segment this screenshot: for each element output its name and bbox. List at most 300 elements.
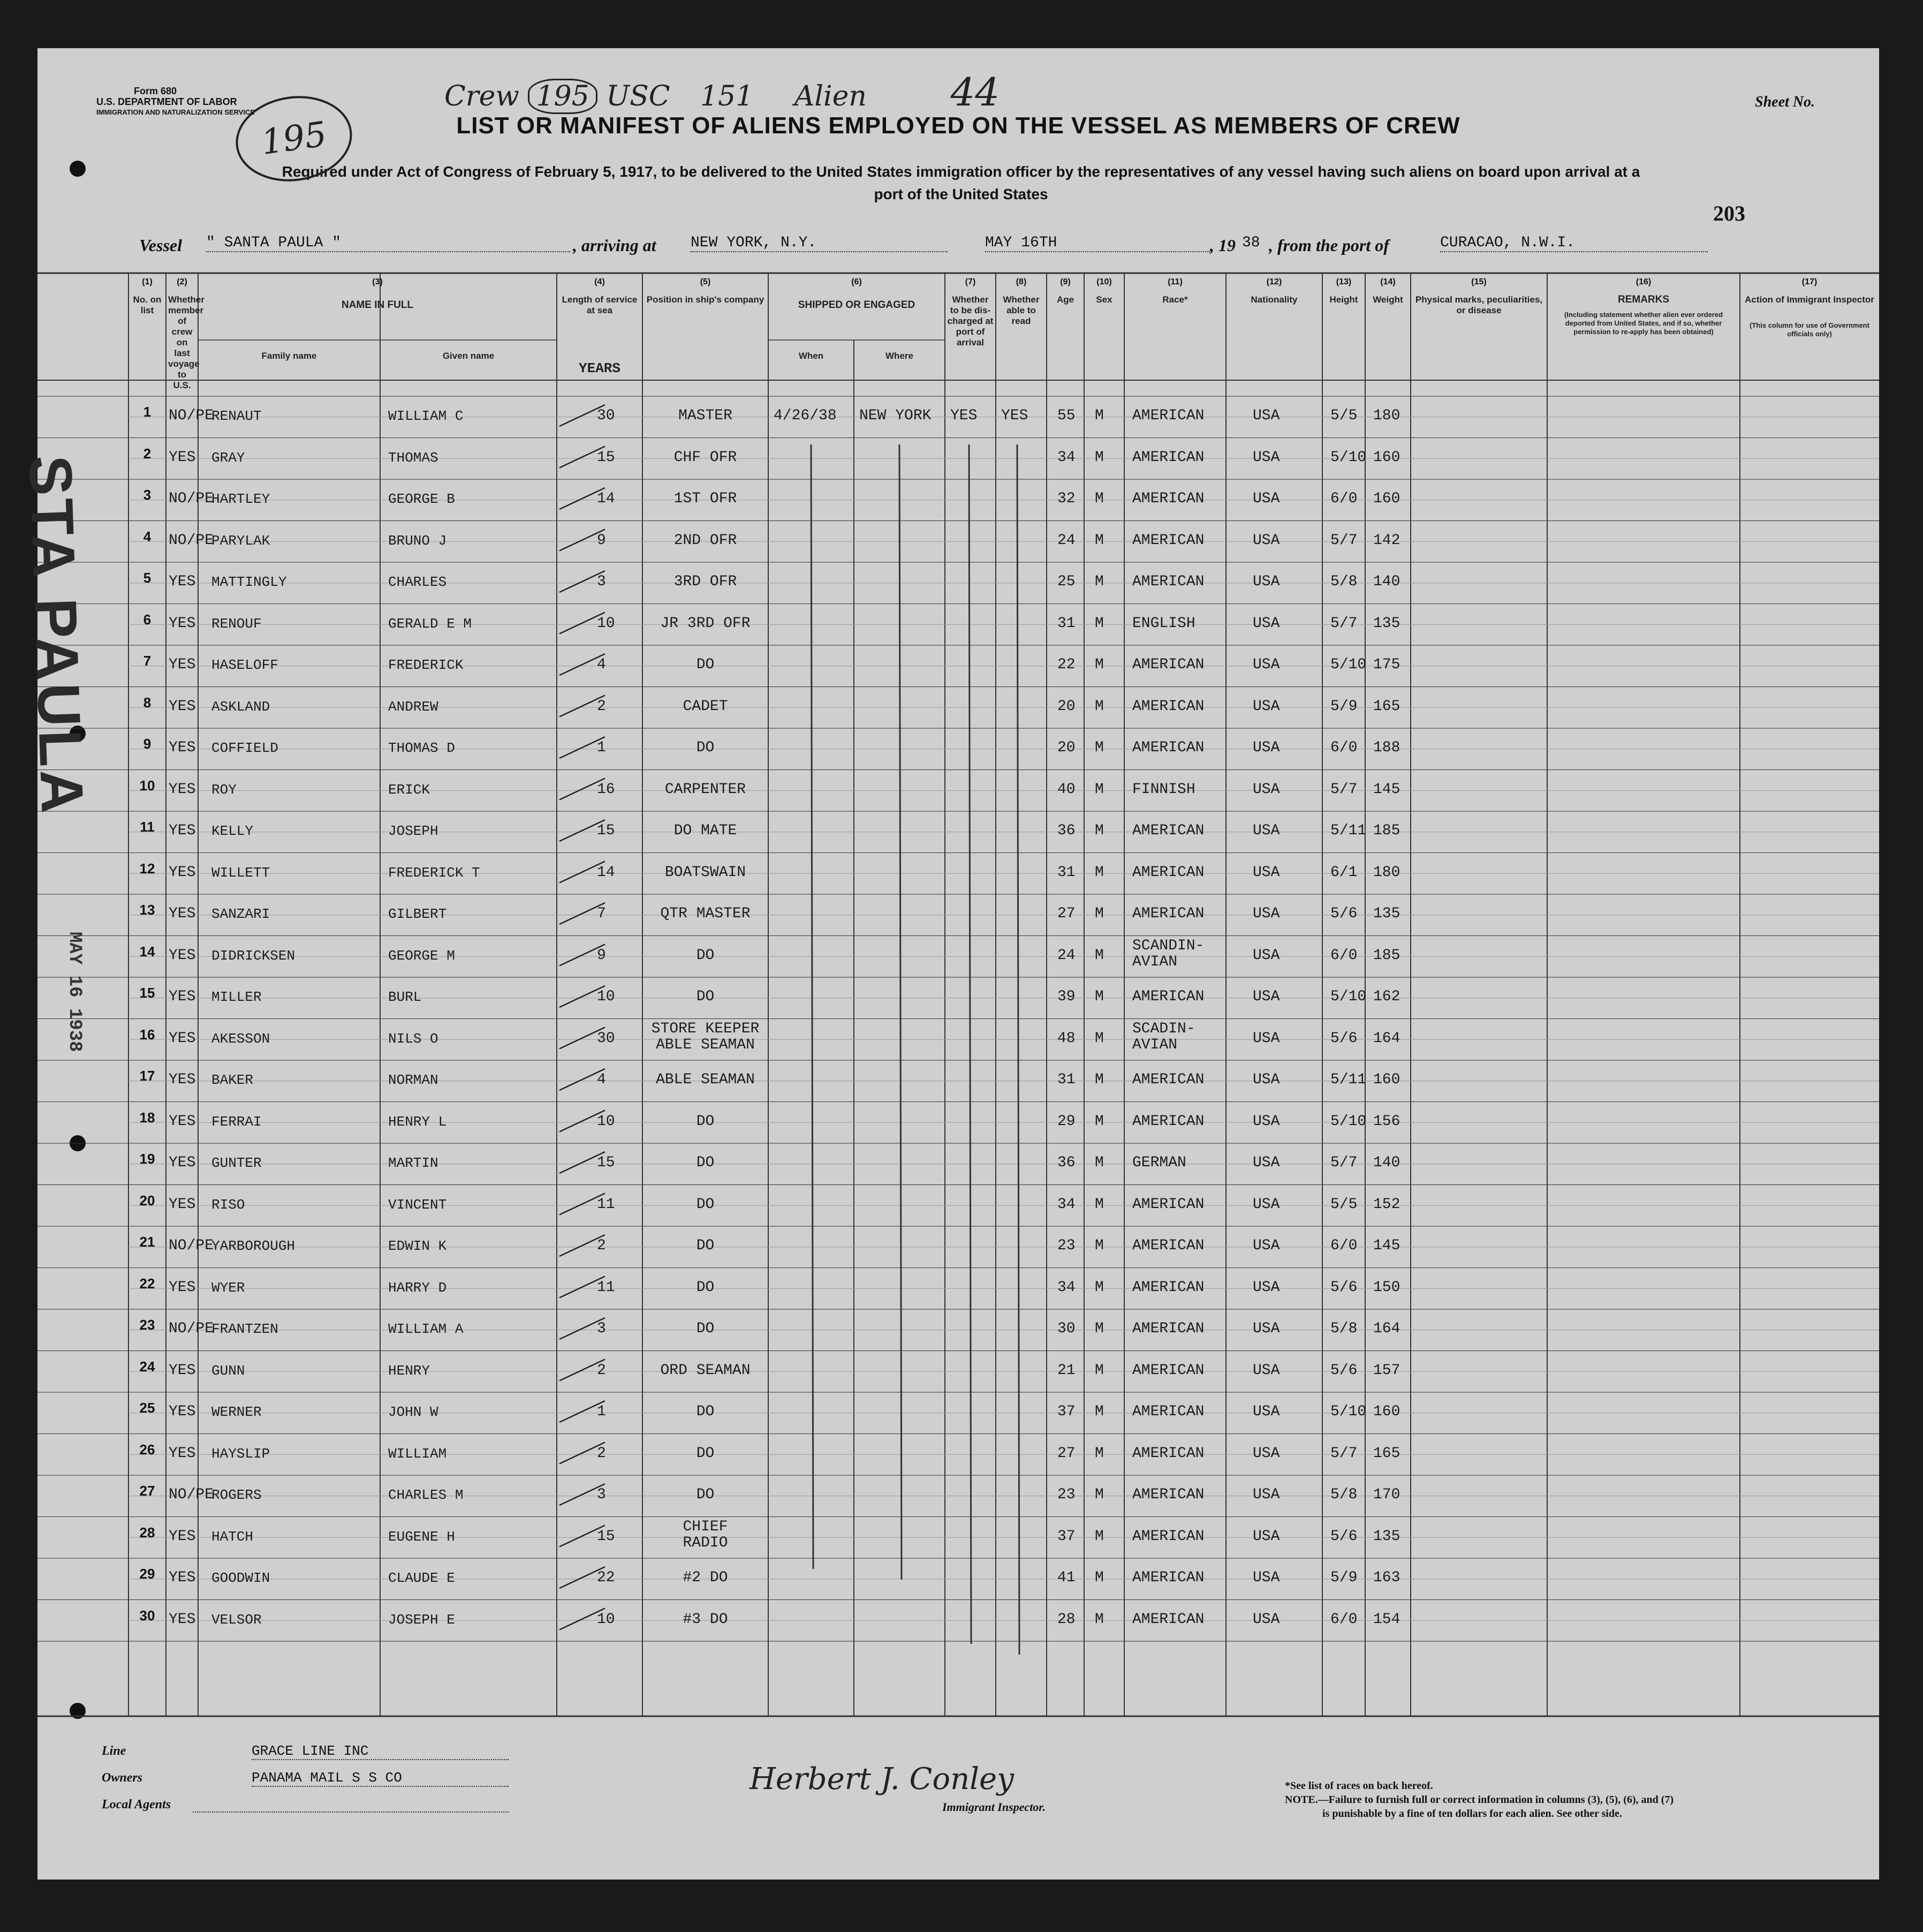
cell-height: 5/10 [1330, 449, 1367, 466]
usc-count: 151 [700, 80, 754, 112]
cell-race: AMERICAN [1132, 1611, 1205, 1628]
cell-height: 5/6 [1330, 1279, 1358, 1296]
cell-given: BRUNO J [388, 532, 447, 549]
cell-last: YES [169, 1154, 196, 1171]
cell-weight: 135 [1373, 1528, 1400, 1545]
cell-age: 27 [1057, 1445, 1076, 1462]
cell-nationality: USA [1253, 988, 1280, 1005]
cell-family: HASELOFF [211, 657, 278, 673]
cell-age: 29 [1057, 1113, 1076, 1130]
cell-weight: 156 [1373, 1113, 1400, 1130]
cell-position: #3 DO [683, 1611, 728, 1628]
cell-height: 5/6 [1330, 1528, 1358, 1545]
cell-sex: M [1095, 1528, 1104, 1545]
column-number: (2) [177, 277, 187, 286]
column-subheader: Given name [442, 351, 495, 361]
cell-sex: M [1095, 905, 1104, 922]
row-number: 11 [140, 819, 155, 835]
cell-race-line2: AVIAN [1132, 1036, 1178, 1053]
cell-weight: 185 [1373, 947, 1400, 964]
cell-family: SANZARI [211, 906, 270, 922]
arrival-year: 38 [1242, 235, 1260, 251]
races-note: *See list of races on back hereof. [1285, 1780, 1433, 1792]
cell-weight: 157 [1373, 1362, 1400, 1379]
cell-age: 23 [1057, 1237, 1076, 1254]
cell-nationality: USA [1253, 1528, 1280, 1545]
cell-weight: 154 [1373, 1611, 1400, 1628]
years-label: YEARS [578, 360, 620, 376]
row-number: 8 [143, 694, 152, 711]
cell-sex: M [1095, 739, 1104, 756]
cell-weight: 140 [1373, 573, 1400, 590]
cell-age: 31 [1057, 1071, 1076, 1088]
cell-age: 41 [1057, 1569, 1076, 1586]
cell-height: 5/5 [1330, 407, 1358, 424]
cell-last: YES [169, 449, 196, 466]
column-header: Whether able to read [1003, 295, 1040, 326]
cell-weight: 145 [1373, 1237, 1400, 1254]
cell-nationality: USA [1253, 1237, 1280, 1254]
cell-age: 37 [1057, 1403, 1076, 1420]
cell-height: 5/9 [1330, 1569, 1358, 1586]
cell-age: 36 [1057, 822, 1076, 839]
cell-weight: 165 [1373, 1445, 1400, 1462]
column-number: (15) [1471, 277, 1487, 286]
cell-nationality: USA [1253, 1113, 1280, 1130]
row-number: 17 [139, 1068, 155, 1084]
cell-last: YES [169, 1071, 196, 1088]
cell-family: HAYSLIP [211, 1445, 270, 1462]
column-number: (14) [1380, 277, 1396, 286]
cell-family: MILLER [211, 989, 262, 1005]
cell-height: 6/1 [1330, 864, 1358, 881]
cell-nationality: USA [1253, 739, 1280, 756]
cell-family: KELLY [211, 823, 254, 839]
cell-family: ASKLAND [211, 698, 270, 715]
cell-age: 20 [1057, 739, 1076, 756]
cell-sex: M [1095, 1403, 1104, 1420]
cell-race: AMERICAN [1132, 1528, 1205, 1545]
sheet-number-label: Sheet No. [1755, 94, 1815, 110]
row-number: 16 [139, 1026, 155, 1043]
cell-position: #2 DO [683, 1569, 728, 1586]
cell-last: YES [169, 1362, 196, 1379]
cell-service: 22 [597, 1569, 615, 1586]
row-number: 30 [139, 1607, 155, 1624]
cell-position: DO [696, 947, 715, 964]
column-number: (17) [1801, 277, 1818, 286]
cell-sex: M [1095, 698, 1104, 715]
vessel-stamp: STA PAULA [17, 454, 96, 818]
cell-height: 5/6 [1330, 1030, 1358, 1047]
cell-given: ANDREW [388, 698, 438, 715]
column-subheader: Where [885, 351, 913, 361]
cell-last: YES [169, 864, 196, 881]
column-header: Sex [1096, 295, 1112, 305]
cell-last: YES [169, 656, 196, 673]
cell-race: AMERICAN [1132, 698, 1205, 715]
cell-nationality: USA [1253, 1403, 1280, 1420]
row-number: 12 [139, 860, 155, 877]
cell-family: GUNN [211, 1362, 245, 1379]
cell-height: 5/8 [1330, 1486, 1358, 1503]
cell-height: 5/6 [1330, 905, 1358, 922]
cell-race: FINNISH [1132, 781, 1195, 798]
cell-sex: M [1095, 1237, 1104, 1254]
cell-last: YES [169, 1569, 196, 1586]
column-header: Weight [1373, 295, 1403, 305]
cell-sex: M [1095, 1569, 1104, 1586]
cell-last: YES [169, 1403, 196, 1420]
column-header: Nationality [1251, 295, 1298, 305]
cell-position: 2ND OFR [673, 532, 737, 549]
departure-port: CURACAO, N.W.I. [1440, 235, 1708, 252]
cell-position: DO [696, 1113, 715, 1130]
cell-weight: 160 [1373, 490, 1400, 507]
vessel-label: Vessel [139, 236, 182, 255]
cell-discharged: YES [950, 407, 978, 424]
row-number: 3 [143, 487, 152, 503]
column-number: (12) [1266, 277, 1282, 286]
cell-service: 30 [597, 1030, 615, 1047]
row-number: 26 [139, 1441, 155, 1458]
sheet-number: 203 [1713, 201, 1745, 225]
cell-given: JOHN W [388, 1404, 438, 1420]
from-label: , from the port of [1269, 236, 1389, 255]
column-header: Action of Immigrant Inspector [1745, 295, 1874, 305]
cell-race: SCANDIN- [1132, 937, 1205, 954]
cell-given: EUGENE H [388, 1528, 455, 1545]
cell-given: THOMAS D [388, 740, 455, 756]
cell-family: HARTLEY [211, 491, 270, 507]
column-header: Whether to be dis-charged at port of arrival [947, 295, 994, 348]
manifest-sheet [17, 48, 1879, 1880]
column-header: Physical marks, peculiarities, or disease [1415, 295, 1543, 315]
column-number: (16) [1636, 277, 1652, 286]
cell-last: NO/PE [169, 490, 214, 507]
cell-nationality: USA [1253, 1279, 1280, 1296]
row-number: 20 [139, 1192, 155, 1209]
cell-height: 5/6 [1330, 1362, 1358, 1379]
cell-age: 55 [1057, 407, 1076, 424]
row-number: 19 [139, 1151, 155, 1167]
cell-service: 3 [597, 1320, 606, 1337]
ditto-stroke [811, 444, 813, 1569]
cell-position: QTR MASTER [660, 905, 751, 922]
cell-position: CADET [683, 698, 728, 715]
column-number: (1) [142, 277, 153, 286]
cell-weight: 140 [1373, 1154, 1400, 1171]
cell-race: AMERICAN [1132, 449, 1205, 466]
cell-family: VELSOR [211, 1611, 262, 1628]
owners-label: Owners [102, 1771, 143, 1785]
cell-height: 6/0 [1330, 739, 1358, 756]
arrival-date: MAY 16TH [985, 235, 1210, 252]
cell-last: YES [169, 988, 196, 1005]
cell-when: 4/26/38 [774, 407, 837, 424]
cell-read: YES [1001, 407, 1028, 424]
cell-family: COFFIELD [211, 740, 278, 756]
cell-height: 5/7 [1330, 1154, 1358, 1171]
cell-given: CHARLES M [388, 1487, 464, 1503]
cell-age: 48 [1057, 1030, 1076, 1047]
cell-family: YARBOROUGH [211, 1238, 296, 1254]
cell-age: 34 [1057, 449, 1076, 466]
cell-service: 11 [597, 1279, 615, 1296]
cell-service: 4 [597, 656, 606, 673]
row-number: 29 [139, 1566, 155, 1582]
cell-position: DO [696, 656, 715, 673]
cell-nationality: USA [1253, 1196, 1280, 1213]
cell-race: AMERICAN [1132, 988, 1205, 1005]
cell-sex: M [1095, 407, 1104, 424]
cell-position: 3RD OFR [673, 573, 737, 590]
cell-sex: M [1095, 1362, 1104, 1379]
cell-age: 37 [1057, 1528, 1076, 1545]
cell-age: 20 [1057, 698, 1076, 715]
cell-age: 25 [1057, 573, 1076, 590]
cell-position: DO [696, 1237, 715, 1254]
cell-nationality: USA [1253, 573, 1280, 590]
cell-age: 36 [1057, 1154, 1076, 1171]
cell-sex: M [1095, 1611, 1104, 1628]
column-number: (11) [1168, 277, 1183, 286]
line-label: Line [102, 1744, 126, 1758]
cell-family: RISO [211, 1196, 245, 1213]
cell-sex: M [1095, 1071, 1104, 1088]
cell-service: 2 [597, 1362, 606, 1379]
cell-weight: 162 [1373, 988, 1400, 1005]
cell-race: AMERICAN [1132, 532, 1205, 549]
cell-race: AMERICAN [1132, 864, 1205, 881]
cell-service: 14 [597, 864, 615, 881]
cell-race: AMERICAN [1132, 1320, 1205, 1337]
cell-family: GUNTER [211, 1155, 262, 1171]
cell-position: DO [696, 1320, 715, 1337]
cell-position: DO MATE [673, 822, 737, 839]
cell-weight: 175 [1373, 656, 1400, 673]
row-number: 25 [139, 1400, 155, 1416]
cell-sex: M [1095, 864, 1104, 881]
cell-given: VINCENT [388, 1196, 447, 1213]
cell-position: DO [696, 1154, 715, 1171]
cell-height: 6/0 [1330, 490, 1358, 507]
usc-word: USC [606, 80, 670, 112]
cell-family: FRANTZEN [211, 1321, 278, 1337]
alien-count: 44 [950, 70, 1000, 115]
row-number: 2 [143, 445, 152, 462]
cell-age: 24 [1057, 947, 1076, 964]
cell-service: 15 [597, 1528, 615, 1545]
cell-given: FREDERICK T [388, 864, 480, 881]
column-number: (5) [700, 277, 711, 286]
arriving-label: , arriving at [573, 236, 656, 255]
column-number: (3) [372, 277, 383, 286]
cell-sex: M [1095, 532, 1104, 549]
cell-last: NO/PE [169, 532, 214, 549]
cell-weight: 160 [1373, 449, 1400, 466]
arrival-port: NEW YORK, N.Y. [691, 235, 948, 252]
cell-age: 27 [1057, 905, 1076, 922]
cell-race: SCADIN- [1132, 1020, 1195, 1037]
cell-service: 10 [597, 988, 615, 1005]
local-agents-value [193, 1797, 509, 1813]
cell-nationality: USA [1253, 1071, 1280, 1088]
cell-race: AMERICAN [1132, 1113, 1205, 1130]
row-number: 13 [139, 902, 155, 918]
cell-family: MATTINGLY [211, 574, 287, 590]
column-number: (13) [1336, 277, 1352, 286]
cell-service: 3 [597, 573, 606, 590]
cell-position: 1ST OFR [673, 490, 737, 507]
cell-age: 31 [1057, 864, 1076, 881]
cell-height: 5/7 [1330, 532, 1358, 549]
cell-position: STORE KEEPER [651, 1020, 760, 1037]
cell-race: AMERICAN [1132, 1486, 1205, 1503]
service-name: IMMIGRATION AND NATURALIZATION SERVICE [96, 108, 255, 116]
cell-race: AMERICAN [1132, 1445, 1205, 1462]
cell-given: NORMAN [388, 1072, 438, 1088]
cell-position: MASTER [678, 407, 732, 424]
cell-sex: M [1095, 1113, 1104, 1130]
crew-word: Crew [444, 80, 519, 112]
cell-family: DIDRICKSEN [211, 947, 296, 964]
cell-last: YES [169, 698, 196, 715]
cell-race: AMERICAN [1132, 656, 1205, 673]
cell-service: 4 [597, 1071, 606, 1088]
cell-sex: M [1095, 1279, 1104, 1296]
cell-last: YES [169, 615, 196, 632]
cell-given: CLAUDE E [388, 1570, 455, 1586]
cell-last: NO/PE [169, 407, 214, 424]
cell-nationality: USA [1253, 781, 1280, 798]
cell-nationality: USA [1253, 698, 1280, 715]
row-number: 9 [143, 736, 152, 752]
cell-age: 28 [1057, 1611, 1076, 1628]
cell-age: 40 [1057, 781, 1076, 798]
cell-position: ABLE SEAMAN [656, 1071, 755, 1088]
row-number: 21 [139, 1234, 155, 1250]
cell-height: 5/10 [1330, 988, 1367, 1005]
cell-nationality: USA [1253, 615, 1280, 632]
cell-weight: 152 [1373, 1196, 1400, 1213]
column-header: Whether member of crew on last voyage to U.S. [168, 295, 205, 390]
cell-race: AMERICAN [1132, 407, 1205, 424]
circled-crew-count: 195 [230, 89, 358, 189]
cell-last: YES [169, 1279, 196, 1296]
cell-given: WILLIAM [388, 1445, 447, 1462]
row-number: 14 [139, 943, 155, 960]
cell-race: AMERICAN [1132, 1071, 1205, 1088]
cell-sex: M [1095, 490, 1104, 507]
cell-sex: M [1095, 1196, 1104, 1213]
cell-age: 32 [1057, 490, 1076, 507]
cell-service: 7 [597, 905, 606, 922]
cell-age: 22 [1057, 656, 1076, 673]
cell-service: 30 [597, 407, 615, 424]
cell-age: 23 [1057, 1486, 1076, 1503]
cell-weight: 135 [1373, 615, 1400, 632]
cell-nationality: USA [1253, 1362, 1280, 1379]
cell-service: 15 [597, 449, 615, 466]
cell-sex: M [1095, 1445, 1104, 1462]
column-header: Length of service at sea [562, 295, 638, 315]
cell-position: CHF OFR [673, 449, 737, 466]
cell-given: JOSEPH E [388, 1611, 455, 1628]
cell-given: GEORGE B [388, 491, 455, 507]
cell-given: THOMAS [388, 449, 438, 466]
cell-weight: 180 [1373, 407, 1400, 424]
cell-given: ERICK [388, 781, 430, 798]
cell-service: 15 [597, 1154, 615, 1171]
cell-last: YES [169, 822, 196, 839]
cell-service: 15 [597, 822, 615, 839]
cell-position: DO [696, 1445, 715, 1462]
cell-height: 5/8 [1330, 1320, 1358, 1337]
column-header: Height [1329, 295, 1358, 305]
cell-nationality: USA [1253, 822, 1280, 839]
cell-sex: M [1095, 449, 1104, 466]
row-number: 27 [139, 1483, 155, 1499]
cell-where: NEW YORK [859, 407, 932, 424]
cell-service: 3 [597, 1486, 606, 1503]
cell-nationality: USA [1253, 1569, 1280, 1586]
cell-last: YES [169, 573, 196, 590]
cell-nationality: USA [1253, 407, 1280, 424]
cell-position: DO [696, 1403, 715, 1420]
cell-given: GILBERT [388, 906, 447, 922]
cell-nationality: USA [1253, 947, 1280, 964]
inspector-caption: Immigrant Inspector. [942, 1800, 1046, 1814]
cell-service: 11 [597, 1196, 615, 1213]
column-number: (8) [1016, 277, 1027, 286]
cell-sex: M [1095, 573, 1104, 590]
subtitle-line-2: port of the United States [874, 186, 1048, 202]
cell-age: 39 [1057, 988, 1076, 1005]
cell-nationality: USA [1253, 532, 1280, 549]
crew-circled: 195 [528, 79, 597, 114]
cell-height: 5/11 [1330, 822, 1367, 839]
cell-given: HARRY D [388, 1279, 447, 1296]
cell-given: JOSEPH [388, 823, 438, 839]
cell-last: YES [169, 1030, 196, 1047]
cell-nationality: USA [1253, 449, 1280, 466]
cell-race: AMERICAN [1132, 573, 1205, 590]
cell-nationality: USA [1253, 1030, 1280, 1047]
cell-position: DO [696, 1279, 715, 1296]
cell-given: WILLIAM C [388, 408, 464, 424]
column-number: (10) [1096, 277, 1112, 286]
cell-race: AMERICAN [1132, 739, 1205, 756]
row-number: 28 [139, 1524, 155, 1541]
cell-family: RENOUF [211, 615, 262, 632]
cell-nationality: USA [1253, 1320, 1280, 1337]
cell-given: CHARLES [388, 574, 447, 590]
cell-position: BOATSWAIN [664, 864, 746, 881]
cell-service: 10 [597, 1611, 615, 1628]
cell-service: 10 [597, 615, 615, 632]
cell-service: 14 [597, 490, 615, 507]
cell-given: EDWIN K [388, 1238, 447, 1254]
cell-position: CARPENTER [664, 781, 746, 798]
row-number: 18 [139, 1109, 155, 1126]
cell-given: WILLIAM A [388, 1321, 464, 1337]
row-number: 4 [143, 528, 152, 545]
column-header: REMARKS [1617, 294, 1670, 305]
cell-last: YES [169, 905, 196, 922]
cell-race-line2: AVIAN [1132, 953, 1178, 970]
cell-weight: 164 [1373, 1320, 1400, 1337]
